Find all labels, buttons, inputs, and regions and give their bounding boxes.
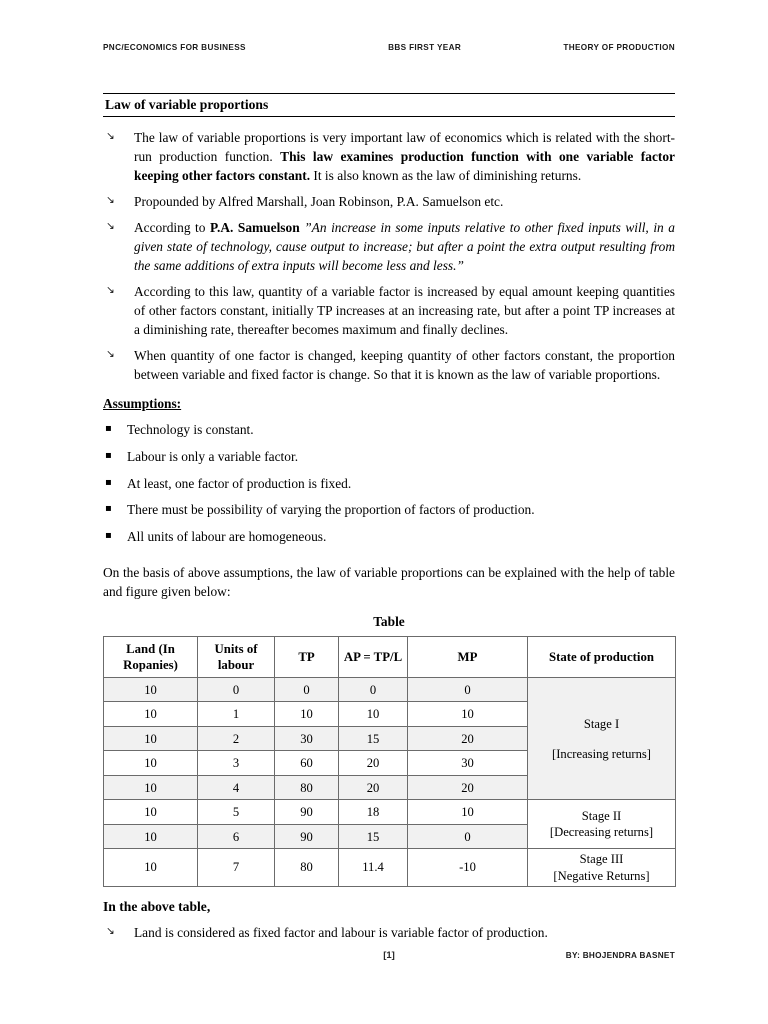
intro-bullet-item [103,192,675,211]
table-cell-tp: 10 [275,702,339,727]
stage-note: [Decreasing returns] [549,825,654,840]
table-cell-land: 10 [104,726,198,751]
emphasis-bold-text: This law examines production function with one variable factor keeping other factors constant. [134,148,675,183]
stage-name: Stage II [581,809,622,824]
bullet-text: When quantity of one factor is changed, keeping quantity of other factors constant, the proportion between variable and fixed factor is change. So that it is known as the law of variable proportions. [134,347,675,382]
running-footer [103,950,675,966]
table-cell-tp: 60 [275,751,339,776]
table-cell-ap: 18 [339,800,408,825]
table-cell-ap: 15 [339,824,408,849]
table-cell-land: 10 [104,677,198,702]
table-cell-ap: 0 [339,677,408,702]
table-cell-mp: 10 [408,800,528,825]
table-cell-stage [528,677,676,800]
after-table-heading: In the above table, [103,898,211,914]
emphasis-bold-text: P.A. Samuelson [210,219,300,235]
stage-note: [Increasing returns] [552,746,651,761]
header-course: PNC/ECONOMICS FOR BUSINESS [103,43,246,52]
table-cell-stage [528,800,676,849]
quotation-text: ”An increase in some inputs relative to other fixed inputs will, in a given state of technology, cause output to increase; but after a point the extra output resulting from the same additions of extra inputs will become less and less.” [134,219,675,273]
table-cell-mp: 0 [408,824,528,849]
table-cell-ap: 20 [339,775,408,800]
table-cell-units: 6 [198,824,275,849]
table-cell-land: 10 [104,775,198,800]
table-row [104,800,676,825]
section-title: Law of variable proportions [103,93,675,117]
table-cell-tp: 90 [275,800,339,825]
table-cell-tp: 90 [275,824,339,849]
table-cell-land: 10 [104,702,198,727]
after-table-bullet-list [103,923,675,942]
table-cell-land: 10 [104,751,198,776]
stage-spacer [530,732,673,746]
table-cell-ap: 20 [339,751,408,776]
stage-name: Stage III [579,852,624,867]
table-cell-ap: 15 [339,726,408,751]
table-cell-mp: 10 [408,702,528,727]
stage-name: Stage I [583,716,620,731]
intro-bullet-item [103,282,675,339]
header-program: BBS FIRST YEAR [388,43,462,52]
table-column-header: State of production [528,636,676,677]
table-cell-units: 5 [198,800,275,825]
bullet-text: Propounded by Alfred Marshall, Joan Robinson, P.A. Samuelson etc. [134,193,504,209]
table-cell-units: 2 [198,726,275,751]
footer-author: BY: BHOJENDRA BASNET [565,951,675,960]
table-cell-mp: 30 [408,751,528,776]
table-cell-mp: -10 [408,849,528,886]
bullet-text: According to [134,219,211,235]
intro-bullet-list [103,128,675,384]
intro-bullet-item [103,218,675,275]
table-cell-mp: 20 [408,726,528,751]
table-cell-land: 10 [104,849,198,886]
table-cell-stage [528,849,676,886]
table-row [104,849,676,886]
table-cell-units: 4 [198,775,275,800]
stage-note: [Negative Returns] [553,868,650,883]
after-table-bullet-item: ↘ Land is considered as fixed factor and labour is variable factor of production. [103,923,675,942]
table-caption: Table [373,613,405,629]
table-column-header: Units of labour [198,636,275,677]
table-cell-land: 10 [104,800,198,825]
assumption-item: ▪ Labour is only a variable factor. [103,448,675,467]
header-topic: THEORY OF PRODUCTION [563,43,675,52]
assumptions-heading: Assumptions: [103,396,182,411]
table-cell-ap: 10 [339,702,408,727]
table-cell-units: 3 [198,751,275,776]
table-cell-ap: 11.4 [339,849,408,886]
bullet-text: The law of variable proportions is very important law of economics which is related with the short-run production function. [134,129,675,164]
assumption-item: ▪ At least, one factor of production is fixed. [103,475,675,494]
page-number: [1] [383,950,395,961]
assumption-item: ▪ Technology is constant. [103,421,675,440]
table-cell-units: 1 [198,702,275,727]
bullet-text: According to this law, quantity of a variable factor is increased by equal amount keeping quantities of other factors constant, initially TP increases at an increasing rate, but after a point TP increases at a diminishing rate, thereafter becomes maximum and finally declines. [134,283,675,337]
document-body [103,93,675,949]
table-cell-tp: 80 [275,775,339,800]
bullet-text: It is also known as the law of diminishing returns. [310,167,582,183]
table-cell-units: 7 [198,849,275,886]
assumption-item: ▪ All units of labour are homogeneous. [103,528,675,547]
table-column-header: Land (In Ropanies) [104,636,198,677]
table-cell-mp: 20 [408,775,528,800]
basis-paragraph: On the basis of above assumptions, the law of variable proportions can be explained with the help of table and figure given below: [103,564,675,599]
table-column-header: MP [408,636,528,677]
table-cell-units: 0 [198,677,275,702]
assumptions-list [103,421,675,547]
table-header-row [104,636,676,677]
table-head [104,636,676,677]
table-cell-tp: 30 [275,726,339,751]
assumption-item: ▪ There must be possibility of varying the proportion of factors of production. [103,501,675,520]
table-row [104,677,676,702]
table-cell-tp: 80 [275,849,339,886]
table-column-header: TP [275,636,339,677]
intro-bullet-item [103,346,675,384]
table-body [104,677,676,886]
running-header [103,43,675,52]
production-table [103,636,676,887]
intro-bullet-item [103,128,675,185]
table-cell-mp: 0 [408,677,528,702]
table-column-header: AP = TP/L [339,636,408,677]
table-cell-tp: 0 [275,677,339,702]
table-cell-land: 10 [104,824,198,849]
